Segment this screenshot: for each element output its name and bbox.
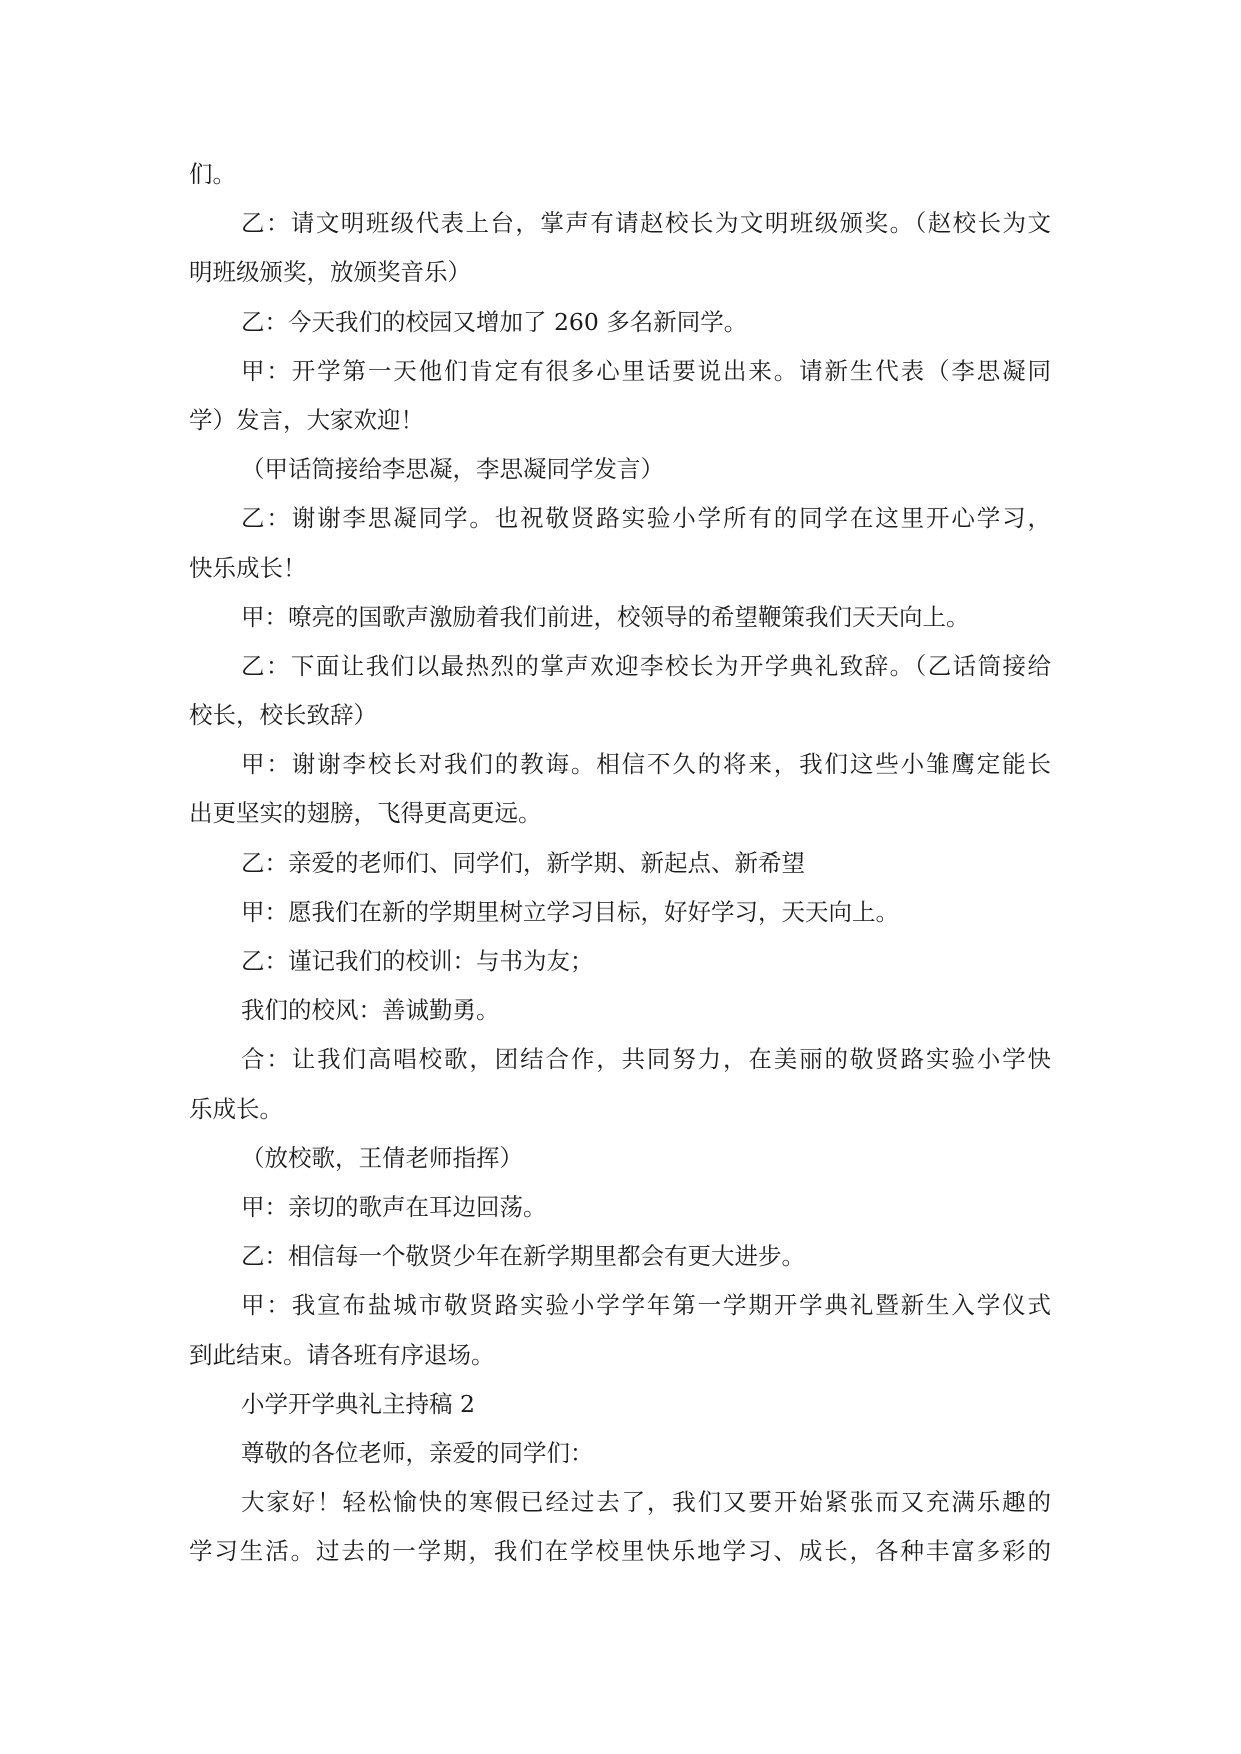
text-line: 我们的校风：善诚勤勇。 [241, 996, 500, 1025]
text-line: 学）发言，大家欢迎！ [189, 405, 424, 434]
text-line: 乙：相信每一个敬贤少年在新学期里都会有更大进步。 [241, 1242, 805, 1271]
text-line: 大家好！轻松愉快的寒假已经过去了，我们又要开始紧张而又充满乐趣的 [241, 1488, 1051, 1517]
text-line: 乙：今天我们的校园又增加了 260 多名新同学。 [241, 307, 748, 336]
document-body [189, 150, 1051, 1576]
text-line: （放校歌，王倩老师指挥） [241, 1143, 523, 1172]
text-line: 明班级颁奖，放颁奖音乐） [189, 258, 471, 287]
text-line: 乙：谢谢李思凝同学。也祝敬贤路实验小学所有的同学在这里开心学习， [241, 504, 1051, 533]
text-line: 小学开学典礼主持稿 2 [241, 1389, 475, 1418]
text-line: 们。 [189, 160, 236, 188]
text-line: 甲：嘹亮的国歌声激励着我们前进，校领导的希望鞭策我们天天向上。 [241, 602, 970, 631]
text-line: 尊敬的各位老师，亲爱的同学们： [241, 1438, 594, 1467]
text-line: 甲：开学第一天他们肯定有很多心里话要说出来。请新生代表（李思凝同 [241, 356, 1051, 385]
text-line: 乙：请文明班级代表上台，掌声有请赵校长为文明班级颁奖。（赵校长为文 [241, 209, 1051, 238]
text-line: 校长，校长致辞） [189, 701, 377, 730]
text-line: 乙：亲爱的老师们、同学们，新学期、新起点、新希望 [241, 848, 805, 877]
text-line: 乙：谨记我们的校训：与书为友； [241, 947, 594, 975]
text-line: （甲话筒接给李思凝，李思凝同学发言） [241, 455, 664, 484]
text-line: 乐成长。 [189, 1094, 283, 1123]
text-line: 出更坚实的翅膀，飞得更高更远。 [189, 799, 542, 828]
text-line: 甲：愿我们在新的学期里树立学习目标，好好学习，天天向上。 [241, 897, 899, 926]
text-line: 甲：谢谢李校长对我们的教诲。相信不久的将来，我们这些小雏鹰定能长 [241, 750, 1051, 779]
text-line: 乙：下面让我们以最热烈的掌声欢迎李校长为开学典礼致辞。（乙话筒接给 [241, 651, 1051, 680]
text-line: 甲：亲切的歌声在耳边回荡。 [241, 1192, 547, 1221]
text-line: 到此结束。请各班有序退场。 [189, 1340, 495, 1369]
text-line: 合：让我们高唱校歌，团结合作，共同努力，在美丽的敬贤路实验小学快 [241, 1045, 1051, 1074]
text-line: 甲：我宣布盐城市敬贤路实验小学学年第一学期开学典礼暨新生入学仪式 [241, 1291, 1051, 1320]
text-line: 学习生活。过去的一学期，我们在学校里快乐地学习、成长，各种丰富多彩的 [189, 1537, 1051, 1566]
text-line: 快乐成长！ [189, 553, 307, 582]
